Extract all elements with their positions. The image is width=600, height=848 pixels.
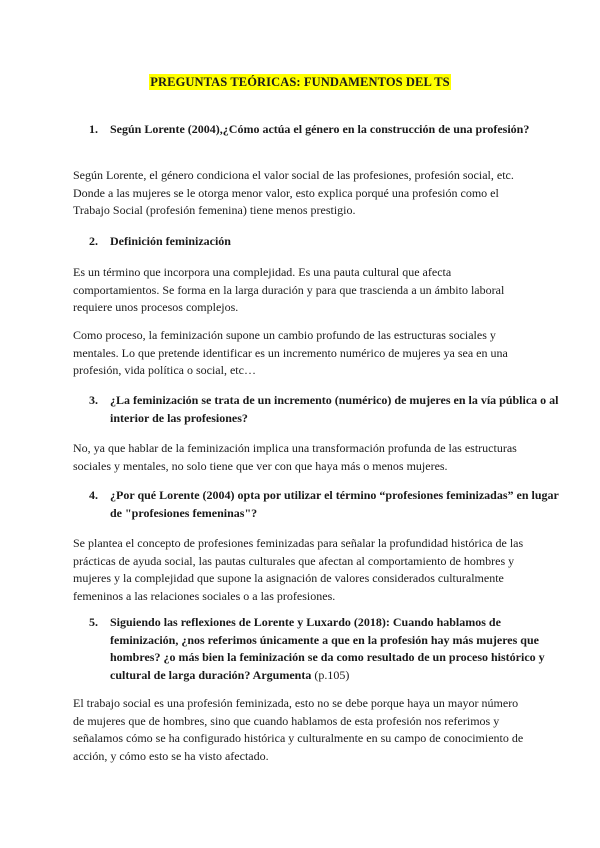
question-text: ¿Por qué Lorente (2004) opta por utilizar el término “profesiones feminizadas” en lugar de "profesiones femeninas"? [110,488,559,520]
answer-3-paragraph-1: No, ya que hablar de la feminización implica una transformación profunda de las estructuras sociales y mentales, no solo tiene que ver con que haya más o menos mujeres. [73,441,517,473]
question-5 [73,614,566,684]
question-2 [73,233,566,251]
title-wrap [0,73,600,91]
answer-5-paragraph-1: El trabajo social es una profesión feminizada, esto no se debe porque haya un mayor número de mujeres que de hombres, sino que cuando hablamos de esta profesión nos referimos y señalamos cómo se ha configurado histórica y culturalmente en su campo de conocimiento de acción, y cómo esto se ha visto afectado. [73,696,524,763]
question-number: 2. [89,234,98,248]
question-number: 3. [89,393,98,407]
question-number: 5. [89,615,98,629]
answer-1-paragraph-1: Según Lorente, el género condiciona el valor social de las profesiones, profesión social, etc. Donde a las mujeres se le otorga menor valor, esto explica porqué una profesión como el Trabajo Social (profesión femenina) tiene menos prestigio. [73,168,514,217]
question-text: ¿La feminización se trata de un incremento (numérico) de mujeres en la vía pública o al interior de las profesiones? [110,393,559,425]
page-title: PREGUNTAS TEÓRICAS: FUNDAMENTOS DEL TS [150,75,450,89]
question-number: 1. [89,122,98,136]
question-text: Según Lorente (2004),¿Cómo actúa el género en la construcción de una profesión? [110,122,530,136]
answer-4-paragraph-1: Se plantea el concepto de profesiones feminizadas para señalar la profundidad histórica de las prácticas de ayuda social, las pautas culturales que afectan al comportamiento de hombres y mujeres y la complejidad que supone la asignación de valores considerados culturalmente femeninos a las relaciones sociales o a las profesiones. [73,536,524,603]
question-citation: (p.105) [311,667,350,682]
question-text: Definición feminización [110,234,231,248]
question-3 [73,392,566,427]
answer-2-paragraph-1: Es un término que incorpora una complejidad. Es una pauta cultural que afecta comportamientos. Se forma en la larga duración y para que trascienda a un ámbito laboral requiere unos procesos complejos. [73,265,505,314]
question-text: Siguiendo las reflexiones de Lorente y Luxardo (2018): Cuando hablamos de feminización, ¿nos referimos únicamente a que en la profesión hay más mujeres que hombres? ¿o más bien la feminización se da como resultado de un proceso histórico y cultural de larga duración? Argumenta [110,615,545,682]
question-1 [73,121,566,139]
question-4 [73,487,566,522]
question-number: 4. [89,488,98,502]
answer-2-paragraph-2: Como proceso, la feminización supone un cambio profundo de las estructuras sociales y mentales. Lo que pretende identificar es un incremento numérico de mujeres ya sea en una profesión, vida política o social, etc… [73,328,508,377]
